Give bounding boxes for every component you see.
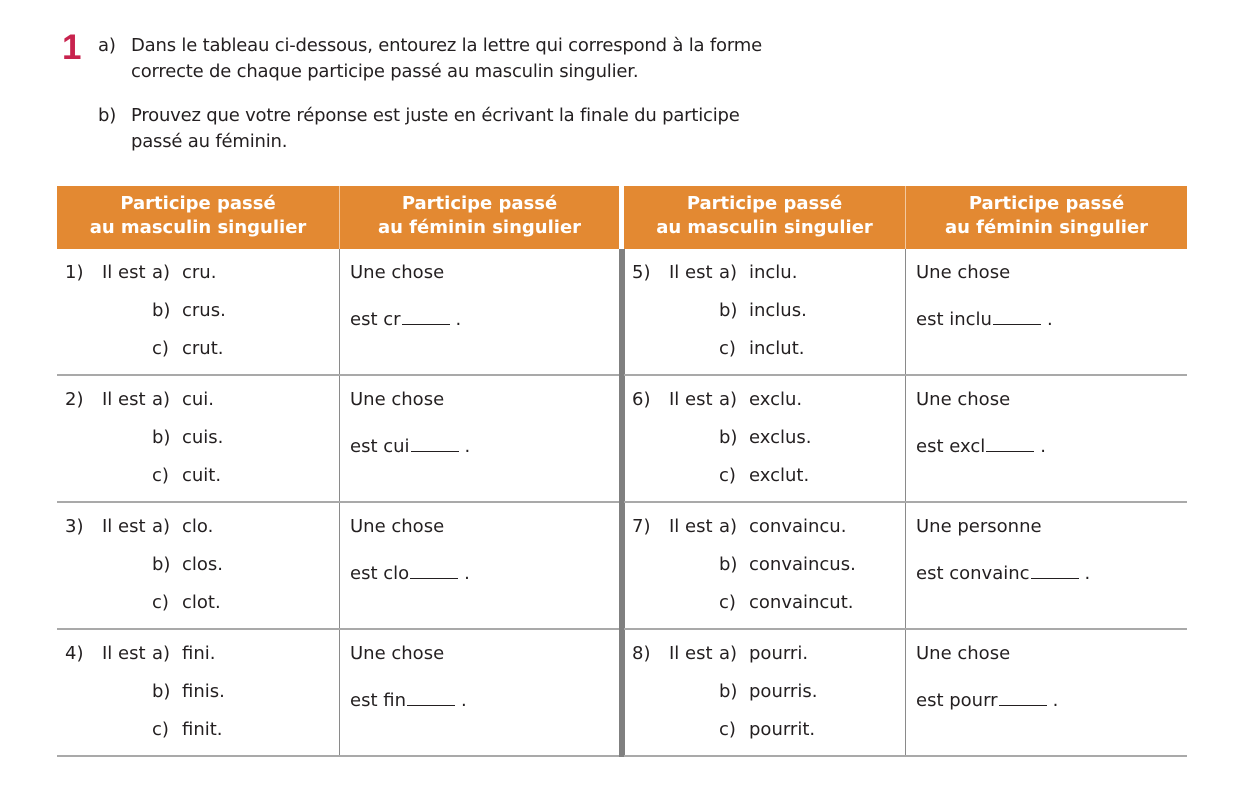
feminin-cell [906,503,1187,628]
instruction-label: b) [98,105,117,126]
answer-option[interactable] [152,718,223,742]
table-row [624,630,1187,757]
feminin-stem: est excl [916,436,986,457]
header-text: au féminin singulier [944,217,1149,238]
masculin-cell [624,503,906,628]
instruction-b [98,103,740,155]
feminin-stem: est pourr [916,690,998,711]
option-letter[interactable]: b) [152,300,171,321]
option-text: cui. [182,389,215,410]
masculin-cell [624,376,906,501]
answer-blank[interactable] [410,560,458,579]
header-masculin [57,186,339,249]
sentence-period: . [455,309,462,330]
answer-option[interactable] [152,591,221,615]
table-row [624,376,1187,503]
option-letter[interactable]: a) [152,516,171,537]
answer-option[interactable] [152,464,221,488]
answer-option[interactable] [719,426,812,450]
option-letter[interactable]: b) [719,300,738,321]
option-letter[interactable]: a) [719,389,738,410]
masculin-cell [57,503,339,628]
option-text: exclus. [749,427,812,448]
feminin-stem: est cr [350,309,401,330]
item-number: 1) [65,262,84,283]
feminin-cell [340,249,619,374]
table-right-half [624,186,1187,757]
feminin-stem: est convainc [916,563,1030,584]
answer-blank[interactable] [407,687,455,706]
option-letter[interactable]: b) [719,681,738,702]
header-text: Participe passé [401,193,558,214]
answer-option[interactable] [719,464,809,488]
masculin-cell [57,376,339,501]
option-letter[interactable]: a) [152,643,171,664]
masculin-cell [57,630,339,755]
answer-option[interactable] [152,426,223,450]
feminin-cell [906,376,1187,501]
option-text: crut. [182,338,224,359]
option-letter[interactable]: c) [152,719,169,740]
header-text: Participe passé [968,193,1125,214]
masculin-cell [57,249,339,374]
header-text: Participe passé [120,193,276,214]
option-text: clo. [182,516,214,537]
header-text: Participe passé [686,193,843,214]
answer-blank[interactable] [986,433,1034,452]
option-text: convaincut. [749,592,854,613]
feminin-subject: Une chose [350,643,445,664]
feminin-cell [340,630,619,755]
option-letter[interactable]: a) [719,643,738,664]
instruction-label: a) [98,35,116,56]
feminin-subject: Une chose [350,262,445,283]
answer-option[interactable] [152,388,214,412]
option-letter[interactable]: a) [719,262,738,283]
exercise-table [57,186,1187,757]
sentence-period: . [1046,309,1053,330]
feminin-subject: Une chose [916,643,1011,664]
option-text: convaincu. [749,516,847,537]
feminin-subject: Une personne [916,516,1042,537]
feminin-subject: Une chose [916,389,1011,410]
option-text: convaincus. [749,554,856,575]
option-text: cuis. [182,427,224,448]
answer-blank[interactable] [402,306,450,325]
answer-blank[interactable] [993,306,1041,325]
instruction-a [98,33,762,85]
item-subject: Il est [102,389,146,410]
feminin-cell [906,249,1187,374]
answer-option[interactable] [719,591,854,615]
answer-option[interactable] [719,680,817,704]
feminin-stem: est clo [350,563,410,584]
answer-blank[interactable] [999,687,1047,706]
feminin-sentence [916,687,1058,713]
option-letter[interactable]: c) [152,465,169,486]
option-letter[interactable]: c) [719,719,736,740]
answer-option[interactable] [719,718,815,742]
feminin-subject: Une chose [916,262,1011,283]
option-text: pourris. [749,681,818,702]
option-text: cuit. [182,465,222,486]
option-letter[interactable]: a) [152,389,171,410]
option-text: exclu. [749,389,803,410]
option-letter[interactable]: b) [152,681,171,702]
sentence-period: . [1040,436,1046,457]
header-text: au masculin singulier [89,217,307,238]
item-subject: Il est [102,643,146,664]
instruction-text: Dans le tableau ci-dessous, entourez la lettre qui correspond à la forme [131,35,762,56]
feminin-stem: est inclu [916,309,992,330]
table-row [57,503,619,630]
table-left-half [57,186,619,757]
option-text: inclu. [749,262,798,283]
option-text: pourri. [749,643,809,664]
feminin-subject: Une chose [350,516,445,537]
option-text: exclut. [749,465,810,486]
answer-option[interactable] [152,261,216,285]
item-subject: Il est [669,262,713,283]
table-row [624,249,1187,376]
option-letter[interactable]: c) [152,592,169,613]
item-number: 8) [632,643,651,664]
answer-option[interactable] [152,553,223,577]
feminin-stem: est fin [350,690,406,711]
answer-option[interactable] [152,299,226,323]
item-subject: Il est [669,516,713,537]
answer-option[interactable] [719,299,807,323]
item-subject: Il est [669,643,713,664]
sentence-period: . [460,690,467,711]
item-subject: Il est [102,516,146,537]
option-text: clos. [182,554,224,575]
answer-option[interactable] [719,261,797,285]
option-letter[interactable]: b) [152,554,171,575]
option-text: finis. [182,681,225,702]
sentence-period: . [464,563,470,584]
option-letter[interactable]: c) [719,592,736,613]
feminin-cell [906,630,1187,755]
sentence-period: . [1084,563,1091,584]
header-feminin [906,186,1187,249]
feminin-sentence [350,687,467,713]
option-letter[interactable]: c) [152,338,169,359]
feminin-cell [340,376,619,501]
header-masculin [624,186,905,249]
sentence-period: . [1052,690,1059,711]
masculin-cell [624,630,906,755]
instruction-text: passé au féminin. [131,131,288,152]
option-letter[interactable]: b) [719,554,738,575]
option-text: pourrit. [749,719,816,740]
feminin-cell [340,503,619,628]
option-text: fini. [182,643,216,664]
option-letter[interactable]: c) [719,338,736,359]
item-number: 6) [632,389,651,410]
option-text: crus. [182,300,226,321]
feminin-stem: est cui [350,436,410,457]
feminin-sentence [916,433,1046,459]
item-number: 7) [632,516,651,537]
option-letter[interactable]: b) [152,427,171,448]
header-separator [905,186,906,249]
option-letter[interactable]: c) [719,465,736,486]
answer-option[interactable] [152,515,213,539]
answer-option[interactable] [719,642,808,666]
item-subject: Il est [669,389,713,410]
table-row [57,376,619,503]
answer-blank[interactable] [411,433,459,452]
answer-option[interactable] [719,388,802,412]
item-number: 5) [632,262,651,283]
answer-option[interactable] [152,337,223,361]
option-letter[interactable]: a) [152,262,171,283]
option-text: finit. [182,719,223,740]
header-feminin [340,186,619,249]
item-subject: Il est [102,262,146,283]
header-text: au masculin singulier [656,217,873,238]
feminin-sentence [350,306,461,332]
option-text: clot. [182,592,221,613]
sentence-period: . [464,436,471,457]
answer-blank[interactable] [1031,560,1079,579]
instruction-text: Prouvez que votre réponse est juste en écrivant la finale du participe [131,105,740,126]
header-text: au féminin singulier [377,217,582,238]
option-letter[interactable]: a) [719,516,738,537]
feminin-subject: Une chose [350,389,445,410]
feminin-sentence [350,560,470,586]
instruction-text: correcte de chaque participe passé au masculin singulier. [131,61,639,82]
item-number: 3) [65,516,84,537]
item-number: 4) [65,643,84,664]
option-text: inclus. [749,300,807,321]
answer-option[interactable] [719,515,846,539]
option-letter[interactable]: b) [719,427,738,448]
answer-option[interactable] [152,680,225,704]
answer-option[interactable] [152,642,215,666]
table-row [57,249,619,376]
answer-option[interactable] [719,337,805,361]
item-number: 2) [65,389,84,410]
masculin-cell [624,249,906,374]
feminin-sentence [916,306,1053,332]
table-row [57,630,619,757]
header-separator [339,186,340,249]
option-text: cru. [182,262,217,283]
feminin-sentence [916,560,1090,586]
option-text: inclut. [749,338,805,359]
answer-option[interactable] [719,553,856,577]
table-row [624,503,1187,630]
exercise-number: 1 [62,28,82,67]
feminin-sentence [350,433,470,459]
